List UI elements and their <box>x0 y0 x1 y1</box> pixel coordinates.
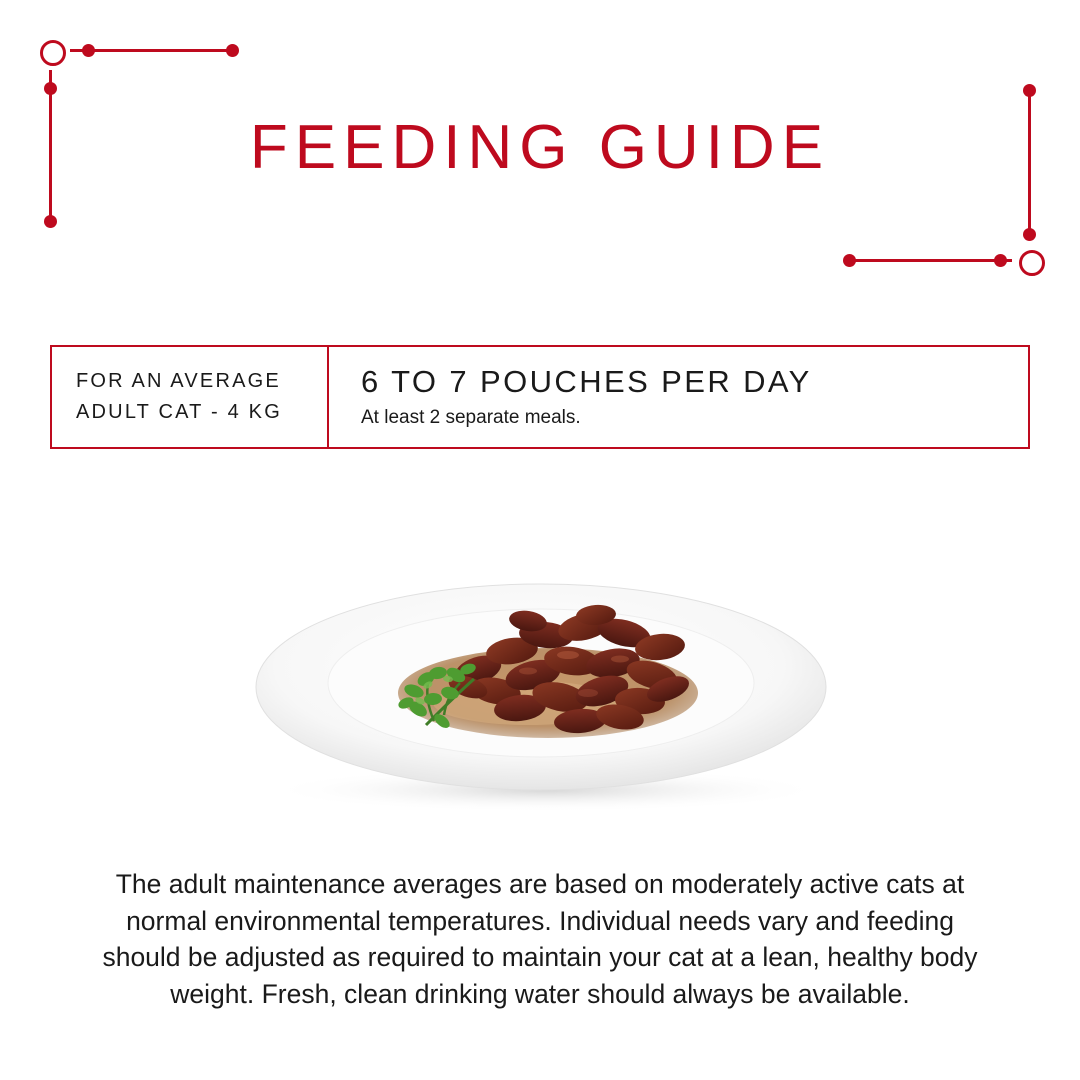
feeding-amount: 6 TO 7 POUCHES PER DAY <box>361 363 812 399</box>
feeding-table <box>50 345 1030 449</box>
feeding-table-label-cell <box>52 347 329 447</box>
dot-icon <box>82 44 95 57</box>
dot-icon <box>44 82 57 95</box>
horizontal-rule <box>848 259 1012 262</box>
plate-of-food-illustration <box>228 575 854 820</box>
dot-icon <box>44 215 57 228</box>
dot-icon <box>994 254 1007 267</box>
feeding-meals-note: At least 2 separate meals. <box>361 406 581 428</box>
dot-icon <box>226 44 239 57</box>
feeding-table-label-line-1: FOR AN AVERAGE <box>76 370 281 392</box>
feeding-table-value-cell <box>329 347 1028 447</box>
ring-icon <box>1019 250 1045 276</box>
dot-icon <box>843 254 856 267</box>
dot-icon <box>1023 228 1036 241</box>
ring-icon <box>40 40 66 66</box>
product-image <box>228 575 854 820</box>
page-title: FEEDING GUIDE <box>249 113 831 182</box>
feeding-table-label-line-2: ADULT CAT - 4 KG <box>76 401 282 423</box>
dot-icon <box>1023 84 1036 97</box>
footer-paragraph: The adult maintenance averages are based on moderately active cats at normal environmental temperatures. Individual needs vary and feeding should be adjusted as required to maintain your cat at a lean, healthy body weight. Fresh, clean drinking water should always be available. <box>102 869 978 1009</box>
